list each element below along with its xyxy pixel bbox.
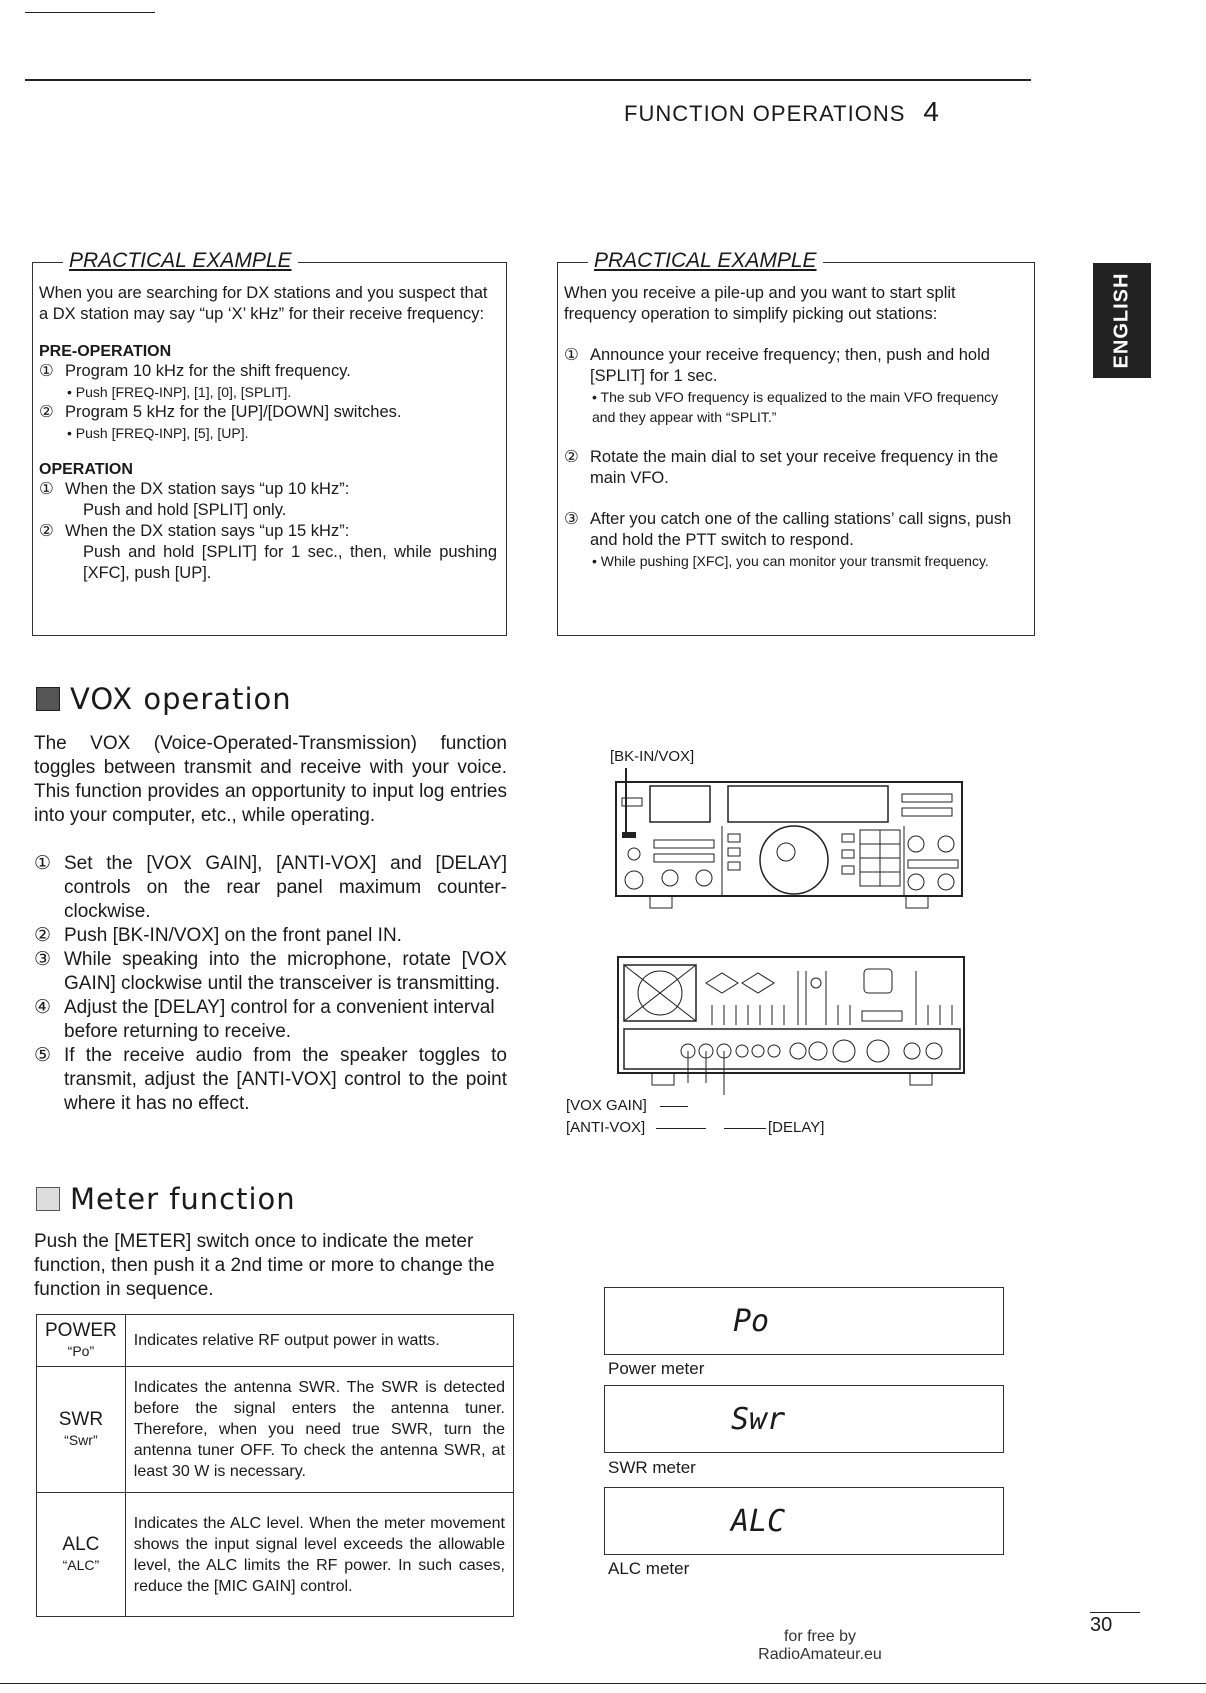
table-row [37,1367,514,1493]
anti-vox-leader [656,1128,706,1129]
vox-step [34,852,507,924]
step-text: After you catch one of the calling stations’ call signs, push and hold the PTT switch to respond. [590,510,1012,549]
delay-leader [724,1128,766,1129]
page-number-rule [1090,1612,1140,1613]
op-step [39,479,497,521]
step-text: Program 10 kHz for the shift frequency. [65,362,351,380]
box-title: PRACTICAL EXAMPLE [588,249,823,273]
step-text: When the DX station says “up 15 kHz”: [65,522,350,540]
pre-operation-heading: PRE-OPERATION [39,343,172,360]
language-tab [1093,263,1151,378]
practical-example-box-right [557,249,1035,636]
meter-name: POWER [45,1319,117,1341]
operation-heading: OPERATION [39,461,133,478]
step-text: Program 5 kHz for the [UP]/[DOWN] switches. [65,403,402,421]
box-title: PRACTICAL EXAMPLE [63,249,298,273]
split-step [564,447,1024,489]
vox-title-text: VOX operation [70,682,292,716]
label-delay: [DELAY] [768,1119,825,1136]
step-number: ① [39,362,54,380]
split-step [564,509,1024,571]
meter-section-title [36,1182,296,1216]
step-sub: • The sub VFO frequency is equalized to the main VFO frequency and they appear with “SPLIT.” [592,389,999,425]
power-meter-display [604,1287,1004,1355]
vox-steps [34,852,507,1116]
step-text: Rotate the main dial to set your receive frequency in the main VFO. [590,448,999,487]
step-number: ③ [34,949,52,970]
label-vox-gain: [VOX GAIN] [566,1097,647,1114]
box-intro: When you are searching for DX stations and you suspect that a DX station may say “up ‘X’ kHz” for their receive frequency: [39,284,488,323]
meter-name-cell [37,1315,126,1367]
step-sub: • While pushing [XFC], you can monitor your transmit frequency. [592,553,989,569]
step-number: ⑤ [34,1045,52,1066]
meter-code: “Swr” [64,1431,98,1448]
page-header [624,96,940,128]
vox-step [34,948,507,996]
swr-meter-label: SWR meter [608,1458,696,1477]
footer-credit [720,1628,920,1664]
footer-line-2: RadioAmateur.eu [758,1646,882,1663]
split-step [564,345,1024,427]
header-title: FUNCTION OPERATIONS [624,101,906,126]
alc-readout: ALC [731,1504,786,1539]
op-step [39,521,497,584]
meter-name-cell [37,1493,126,1617]
step-number: ② [34,925,52,946]
transceiver-front-panel [610,768,970,918]
box-intro: When you receive a pile-up and you want to start split frequency operation to simplify picking out stations: [564,284,956,323]
alc-meter-display [604,1487,1004,1555]
step-sub: Push and hold [SPLIT] for 1 sec., then, while pushing [XFC], push [UP]. [83,543,497,582]
step-number: ② [564,448,579,466]
meter-title-text: Meter function [70,1182,296,1216]
swr-readout: Swr [731,1402,786,1437]
vox-step [34,924,507,948]
step-sub: • Push [FREQ-INP], [1], [0], [SPLIT]. [67,384,292,400]
meter-code: “Po” [67,1342,95,1359]
footer-line-1: for free by [783,1628,857,1645]
step-sub: • Push [FREQ-INP], [5], [UP]. [67,425,249,441]
table-row [37,1493,514,1617]
step-sub: Push and hold [SPLIT] only. [83,501,287,519]
step-number: ④ [34,997,52,1018]
practical-example-box-left [32,249,507,636]
step-number: ① [39,480,54,498]
step-text: If the receive audio from the speaker toggles to transmit, adjust the [ANTI-VOX] control to the point where it has no effect. [64,1045,507,1114]
vox-step [34,1044,507,1116]
chapter-number: 4 [923,96,940,127]
top-short-rule [25,12,155,13]
step-text: When the DX station says “up 10 kHz”: [65,480,350,498]
bottom-rule [0,1683,1206,1684]
meter-desc: Indicates the ALC level. When the meter movement shows the input signal level exceeds the allowable level, the ALC limits the RF power. In such cases, reduce the [MIC GAIN] control. [125,1493,513,1617]
step-text: Set the [VOX GAIN], [ANTI-VOX] and [DELAY] controls on the rear panel maximum counter-clockwise. [64,853,507,922]
page-number: 30 [1090,1614,1113,1636]
meter-table [36,1314,514,1617]
meter-name: SWR [58,1408,104,1430]
language-tab-label: ENGLISH [1110,272,1133,369]
meter-name: ALC [62,1533,100,1555]
table-row [37,1315,514,1367]
meter-desc: Indicates the antenna SWR. The SWR is detected before the signal enters the antenna tuner. Therefore, when you need true SWR, turn the antenna tuner OFF. To check the antenna SWR, at least 30 W is necessary. [125,1367,513,1493]
step-number: ② [39,522,54,540]
step-text: Push [BK-IN/VOX] on the front panel IN. [64,925,402,946]
step-text: Announce your receive frequency; then, push and hold [SPLIT] for 1 sec. [590,346,990,385]
transceiver-rear-panel [612,955,972,1095]
step-number: ① [564,346,579,364]
power-meter-label: Power meter [608,1359,705,1378]
header-rule [25,79,1031,81]
power-readout: Po [733,1304,770,1339]
meter-intro: Push the [METER] switch once to indicate the meter function, then push it a 2nd time or more to change the function in sequence. [34,1231,495,1300]
meter-code: “ALC” [62,1556,100,1573]
section-marker-icon [36,1187,60,1211]
pre-step [39,361,497,402]
vox-intro: The VOX (Voice-Operated-Transmission) function toggles between transmit and receive with your voice. This function provides an opportunity to input log entries into your computer, etc., while operating. [34,733,507,826]
vox-step [34,996,507,1044]
alc-meter-label: ALC meter [608,1559,690,1578]
label-bk-in-vox: [BK-IN/VOX] [610,748,695,765]
swr-meter-display [604,1385,1004,1453]
meter-name-cell [37,1367,126,1493]
step-number: ① [34,853,52,874]
meter-desc: Indicates relative RF output power in watts. [125,1315,513,1367]
step-text: Adjust the [DELAY] control for a convenient interval before returning to receive. [64,997,495,1042]
vox-gain-leader [660,1106,688,1107]
step-number: ③ [564,510,579,528]
step-text: While speaking into the microphone, rotate [VOX GAIN] clockwise until the transceiver is transmitting. [64,949,507,994]
vox-section-title [36,682,292,716]
pre-step [39,402,497,443]
label-anti-vox: [ANTI-VOX] [566,1119,646,1136]
step-number: ② [39,403,54,421]
section-marker-icon [36,687,60,711]
